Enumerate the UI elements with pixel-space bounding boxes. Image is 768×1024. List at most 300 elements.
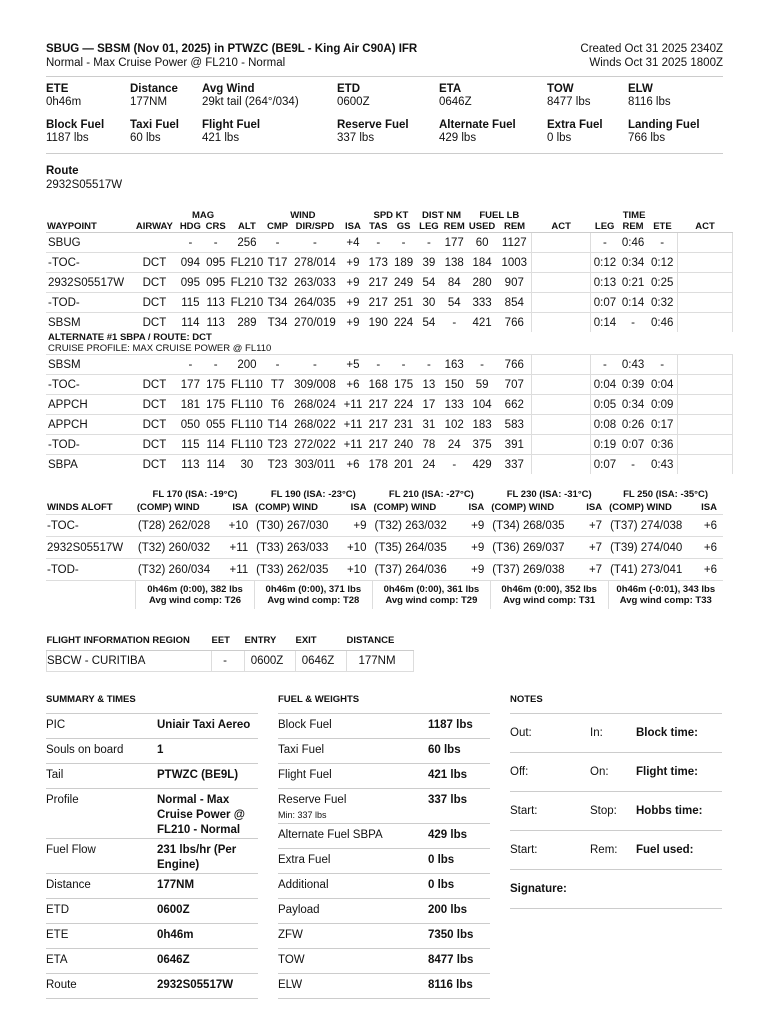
fuel-weights-label: Alternate Fuel SBPA: [278, 829, 383, 841]
summary-row-times: [46, 83, 723, 111]
navlog-cell: FL110: [228, 435, 265, 455]
winds-footer-cell: [372, 581, 490, 610]
header: [46, 42, 723, 70]
group-wind: WIND: [290, 210, 316, 221]
navlog-cell: 0:19: [591, 435, 619, 455]
winds-value: (T32) 263/032: [372, 515, 464, 537]
summary-label: Flight Fuel: [202, 119, 261, 131]
summary-times-row: [46, 949, 258, 974]
navlog-cell: +11: [340, 395, 365, 415]
navlog-cell: 0:05: [591, 395, 619, 415]
fuel-weights-value: 200 lbs: [428, 904, 467, 916]
fuel-weights-row: [278, 899, 490, 924]
navlog-cell: 59: [467, 375, 497, 395]
fir-cell: 0646Z: [296, 651, 347, 672]
navlog-cell: 0:12: [647, 253, 677, 273]
navlog-cell: T23: [265, 435, 289, 455]
navlog-cell: 583: [497, 415, 531, 435]
navlog-cell: 0:21: [619, 273, 647, 293]
navlog-cell: -: [619, 455, 647, 475]
fuel-weights-label: ZFW: [278, 929, 303, 941]
summary-label: Block Fuel: [46, 119, 105, 131]
navlog-cell: 333: [467, 293, 497, 313]
winds-value: (T34) 268/035: [490, 515, 582, 537]
winds-value: (T36) 269/037: [490, 537, 582, 559]
navlog-cell: APPCH: [46, 395, 131, 415]
flight-subtitle: Normal - Max Cruise Power @ FL210 - Normal: [46, 57, 286, 69]
navlog-cell: 0:09: [647, 395, 677, 415]
navlog-row: [46, 253, 733, 273]
fuel-weights-title: FUEL & WEIGHTS: [278, 694, 360, 705]
navlog-cell: DCT: [131, 293, 178, 313]
winds-isa: +11: [228, 559, 255, 581]
navlog-cell: 175: [391, 375, 416, 395]
navlog-cell: -: [647, 355, 677, 375]
navlog-cell: DCT: [131, 273, 178, 293]
winds-isa: +7: [582, 559, 608, 581]
navlog-cell: 113: [178, 455, 203, 475]
navlog-cell: [532, 435, 591, 455]
winds-waypoint: -TOC-: [46, 515, 136, 537]
fir-table: [46, 635, 414, 672]
winds-footer-time: 0h46m (0:00), 352 lbs: [501, 584, 597, 595]
summary-cell: [46, 83, 130, 111]
winds-level: FL 170 (ISA: -19°C): [152, 489, 238, 500]
group-time: TIME: [622, 210, 646, 221]
navlog-cell: -: [391, 355, 416, 375]
fuel-weights-row: [278, 924, 490, 949]
navlog-cell: [678, 313, 733, 333]
winds-footer-comp: Avg wind comp: T31: [503, 595, 596, 606]
column-header: WAYPOINT: [46, 221, 131, 233]
winds-footer-cell: [136, 581, 254, 610]
navlog-cell: -TOD-: [46, 435, 131, 455]
summary-label: ETE: [46, 83, 69, 95]
winds-value: (T35) 264/035: [372, 537, 464, 559]
navlog-cell: 0:07: [591, 293, 619, 313]
summary-cell: [439, 83, 547, 111]
fir-header-cell: FLIGHT INFORMATION REGION: [47, 635, 212, 651]
winds-level-header: [46, 488, 723, 501]
navlog-cell: 240: [391, 435, 416, 455]
navlog-cell: 270/019: [290, 313, 341, 333]
fuel-weights-value: 60 lbs: [428, 744, 461, 756]
navlog-cell: DCT: [131, 415, 178, 435]
fuel-weights-row: [278, 764, 490, 789]
winds-footer-time: 0h46m (0:00), 371 lbs: [265, 584, 362, 595]
summary-times-label: Fuel Flow: [46, 844, 96, 856]
navlog-cell: [532, 233, 591, 253]
winds-value: (T33) 263/033: [254, 537, 346, 559]
navlog-cell: [131, 355, 178, 375]
navlog-cell: 0:34: [619, 253, 647, 273]
summary-times-label: Tail: [46, 769, 64, 781]
winds-isa: +9: [464, 537, 490, 559]
fuel-weights-label-wrap: [278, 793, 428, 823]
winds-spacer: [46, 488, 136, 501]
summary-value: 766 lbs: [628, 132, 666, 144]
summary-label: Taxi Fuel: [130, 119, 179, 131]
fuel-weights-label-wrap: [278, 953, 428, 968]
summary-times-value: 0600Z: [157, 904, 190, 916]
winds-value: (T41) 273/041: [608, 559, 700, 581]
fuel-weights-row: [278, 849, 490, 874]
navlog-cell: 256: [228, 233, 265, 253]
navlog-cell: [532, 253, 591, 273]
column-header: LEG: [591, 221, 619, 233]
navlog-cell: [131, 233, 178, 253]
navlog-cell: [532, 415, 591, 435]
fuel-weights-label-wrap: [278, 978, 428, 993]
winds-footer-cell: [254, 581, 372, 610]
navlog-cell: DCT: [131, 253, 178, 273]
navlog-cell: +11: [340, 435, 365, 455]
navlog-cell: 375: [467, 435, 497, 455]
fuel-weights-value: 0 lbs: [428, 854, 455, 866]
winds-waypoint: 2932S05517W: [46, 537, 136, 559]
winds-sub-wind: (COMP) WIND: [609, 502, 672, 513]
navlog-cell: +11: [340, 415, 365, 435]
navlog-cell: 224: [391, 313, 416, 333]
summary-label: ETA: [439, 83, 462, 95]
group-dist: DIST NM: [422, 210, 462, 221]
summary-times-row: [46, 874, 258, 899]
column-header: TAS: [366, 221, 391, 233]
navlog-cell: 1127: [497, 233, 531, 253]
navlog-cell: 0:12: [591, 253, 619, 273]
summary-cell: [130, 119, 202, 147]
column-header: REM: [497, 221, 531, 233]
navlog-cell: T17: [265, 253, 289, 273]
notes-label-c: Hobbs time:: [636, 805, 703, 817]
navlog-cell: 766: [497, 313, 531, 333]
navlog-cell: 177: [178, 375, 203, 395]
navlog-cell: 54: [442, 293, 467, 313]
navlog-cell: -: [366, 355, 391, 375]
winds-isa: +9: [464, 559, 490, 581]
summary-times-row: [46, 974, 258, 999]
notes-row: [510, 831, 722, 870]
summary-times-label: ETD: [46, 904, 69, 916]
fuel-weights-value: 0 lbs: [428, 879, 455, 891]
summary-times-title: SUMMARY & TIMES: [46, 694, 136, 705]
notes-label-a: Start:: [510, 805, 538, 817]
navlog-cell: -: [178, 233, 203, 253]
navlog-cell: 0:04: [647, 375, 677, 395]
column-header: ACT: [678, 221, 733, 233]
navlog-cell: 39: [416, 253, 441, 273]
winds-footer-time: 0h46m (-0:01), 343 lbs: [616, 584, 716, 595]
navlog-cell: 303/011: [290, 455, 341, 475]
alternate-title: ALTERNATE #1 SBPA / ROUTE: DCT: [48, 332, 212, 343]
fuel-weights-row: [278, 714, 490, 739]
navlog-cell: SBPA: [46, 455, 131, 475]
fuel-weights-label-wrap: [278, 743, 428, 758]
notes-label-b: Stop:: [590, 805, 617, 817]
navlog-cell: 54: [416, 313, 441, 333]
winds-value: (T37) 264/036: [372, 559, 464, 581]
winds-level: FL 250 (ISA: -35°C): [623, 489, 708, 500]
navlog-cell: SBSM: [46, 355, 131, 375]
summary-value: 0 lbs: [547, 132, 572, 144]
fuel-weights-row: [278, 949, 490, 974]
navlog-cell: [532, 375, 591, 395]
navlog-cell: 0:13: [591, 273, 619, 293]
navlog-cell: T7: [265, 375, 289, 395]
notes-section: [510, 694, 722, 999]
summary-times-label: Route: [46, 979, 77, 991]
winds-footer-comp: Avg wind comp: T26: [149, 595, 242, 606]
route-block: [46, 164, 723, 192]
navlog-cell: -: [442, 455, 467, 475]
created-timestamp: Created Oct 31 2025 2340Z: [580, 43, 723, 55]
navlog-cell: FL110: [228, 375, 265, 395]
summary-value: 1187 lbs: [46, 132, 89, 144]
column-header: ALT: [228, 221, 265, 233]
column-header: LEG: [416, 221, 441, 233]
navlog-cell: 263/033: [290, 273, 341, 293]
signature-label: Signature:: [510, 883, 567, 895]
navlog-row: [46, 355, 733, 375]
column-header: REM: [619, 221, 647, 233]
winds-isa: +6: [700, 537, 723, 559]
navlog-cell: 201: [391, 455, 416, 475]
navlog-cell: FL210: [228, 273, 265, 293]
fir-cell: 177NM: [347, 651, 414, 672]
summary-times-label: Distance: [46, 879, 91, 891]
column-header: ISA: [340, 221, 365, 233]
navlog-cell: -: [265, 355, 289, 375]
navlog-cell: -: [442, 313, 467, 333]
fir-header-cell: DISTANCE: [347, 635, 414, 651]
navlog-cell: [678, 455, 733, 475]
navlog-cell: 0:04: [591, 375, 619, 395]
notes-label-c: Fuel used:: [636, 844, 694, 856]
navlog-cell: 184: [467, 253, 497, 273]
navlog-cell: -TOD-: [46, 293, 131, 313]
navlog-cell: -TOC-: [46, 375, 131, 395]
navlog-cell: 095: [178, 273, 203, 293]
notes-label-a: Out:: [510, 727, 532, 739]
navlog-cell: [532, 273, 591, 293]
navlog-cell: 13: [416, 375, 441, 395]
navlog-cell: 0:14: [619, 293, 647, 313]
summary-times-label: ETE: [46, 929, 69, 941]
fir-row: [47, 651, 414, 672]
navlog-cell: -: [391, 233, 416, 253]
summary-cell: [202, 119, 337, 147]
summary-times-value: 2932S05517W: [157, 979, 234, 991]
navlog-cell: 766: [497, 355, 531, 375]
navlog-cell: 30: [416, 293, 441, 313]
navlog-cell: 1003: [497, 253, 531, 273]
summary-value: 0600Z: [337, 96, 370, 108]
navlog-cell: 0:46: [647, 313, 677, 333]
navlog-cell: -: [647, 233, 677, 253]
navlog-cell: 113: [203, 313, 228, 333]
fir-header: [47, 635, 414, 651]
navlog-cell: 78: [416, 435, 441, 455]
navlog-cell: 175: [203, 395, 228, 415]
route-label: Route: [46, 165, 79, 177]
navlog-cell: T32: [265, 273, 289, 293]
navlog-cell: FL210: [228, 293, 265, 313]
navlog-cell: 0:17: [647, 415, 677, 435]
winds-sub-isa: ISA: [468, 502, 485, 513]
navlog-cell: -: [265, 233, 289, 253]
winds-value: (T33) 262/035: [254, 559, 346, 581]
navlog-cell: 289: [228, 313, 265, 333]
navlog-cell: 854: [497, 293, 531, 313]
navlog-cell: 114: [203, 435, 228, 455]
summary-label: Avg Wind: [202, 83, 255, 95]
signature-row: [510, 870, 722, 909]
navlog-cell: 102: [442, 415, 467, 435]
fir-header-cell: EET: [212, 635, 245, 651]
navlog-cell: [532, 293, 591, 313]
navlog-cell: 190: [366, 313, 391, 333]
navlog-cell: 095: [203, 273, 228, 293]
winds-sub-wind: (COMP) WIND: [255, 502, 318, 513]
winds-isa: +10: [228, 515, 255, 537]
winds-level: FL 190 (ISA: -23°C): [270, 489, 356, 500]
winds-sub-isa: ISA: [586, 502, 603, 513]
navlog-cell: 0:14: [591, 313, 619, 333]
column-header: HDG: [178, 221, 203, 233]
fuel-weights-value: 8477 lbs: [428, 954, 474, 966]
summary-label: ELW: [628, 83, 653, 95]
navlog-cell: -TOC-: [46, 253, 131, 273]
navlog-table: [46, 210, 733, 474]
summary-cell: [337, 119, 439, 147]
summary-value: 0h46m: [46, 96, 82, 108]
fuel-weights-value: 7350 lbs: [428, 929, 474, 941]
winds-isa: +9: [464, 515, 490, 537]
summary-cell: [547, 119, 628, 147]
winds-isa: +11: [228, 537, 255, 559]
fuel-weights-row: [278, 824, 490, 849]
summary-cell: [628, 119, 723, 147]
navlog-cell: 707: [497, 375, 531, 395]
fuel-weights-label-wrap: [278, 928, 428, 943]
summary-times-value: Uniair Taxi Aereo: [157, 719, 251, 731]
winds-timestamp: Winds Oct 31 2025 1800Z: [589, 57, 723, 69]
navlog-cell: 050: [178, 415, 203, 435]
winds-sub-wind: (COMP) WIND: [491, 502, 555, 513]
summary-times-value: 177NM: [157, 879, 195, 891]
winds-sub-header: [46, 501, 723, 515]
notes-list: [510, 713, 722, 870]
winds-isa: +9: [346, 515, 373, 537]
winds-value: (T28) 262/028: [136, 515, 228, 537]
navlog-cell: 177: [442, 233, 467, 253]
summary-times-row: [46, 764, 258, 789]
fuel-weights-section: [278, 694, 490, 999]
summary-value: 421 lbs: [202, 132, 240, 144]
navlog-cell: 0:25: [647, 273, 677, 293]
navlog-cell: DCT: [131, 375, 178, 395]
navlog-cell: 115: [178, 435, 203, 455]
navlog-row: [46, 375, 733, 395]
fuel-weights-label-wrap: [278, 853, 428, 868]
navlog-cell: 150: [442, 375, 467, 395]
fuel-weights-value: 337 lbs: [428, 794, 467, 806]
navlog-cell: DCT: [131, 435, 178, 455]
notes-label-b: In:: [590, 727, 603, 739]
winds-footer-comp: Avg wind comp: T29: [385, 595, 478, 606]
winds-footer-cell: [608, 581, 723, 610]
fir-header-cell: ENTRY: [245, 635, 296, 651]
fuel-weights-label: ELW: [278, 979, 303, 991]
navlog-cell: 217: [366, 395, 391, 415]
navlog-cell: [678, 233, 733, 253]
group-mag: MAG: [191, 210, 215, 221]
column-header: USED: [468, 221, 496, 232]
fuel-weights-row: [278, 874, 490, 899]
column-header: REM: [442, 221, 467, 233]
winds-isa: +6: [700, 515, 723, 537]
winds-sub-wind: (COMP) WIND: [136, 502, 200, 513]
navlog-cell: T34: [265, 293, 289, 313]
summary-value: 8477 lbs: [547, 96, 591, 108]
summary-times-label: ETA: [46, 954, 68, 966]
summary-label: TOW: [547, 83, 574, 95]
summary-times-label: Souls on board: [46, 744, 124, 756]
navlog-cell: [532, 455, 591, 475]
navlog-cell: 268/024: [290, 395, 341, 415]
navlog-column-header: [46, 221, 733, 233]
navlog-cell: 24: [442, 435, 467, 455]
navlog-cell: [532, 355, 591, 375]
summary-value: 337 lbs: [337, 132, 375, 144]
navlog-cell: 2932S05517W: [46, 273, 131, 293]
notes-label-a: Off:: [510, 766, 529, 778]
winds-value: (T32) 260/034: [136, 559, 228, 581]
group-spd: SPD KT: [373, 210, 409, 221]
navlog-cell: T6: [265, 395, 289, 415]
navlog-cell: 17: [416, 395, 441, 415]
column-header: AIRWAY: [131, 221, 178, 233]
navlog-cell: +9: [340, 273, 365, 293]
navlog-row: [46, 415, 733, 435]
summary-times-value: 231 lbs/hr (Per Engine): [157, 844, 237, 871]
navlog-cell: FL210: [228, 253, 265, 273]
summary-label: ETD: [337, 83, 360, 95]
navlog-cell: 0:07: [591, 455, 619, 475]
navlog-cell: +9: [340, 313, 365, 333]
fuel-weights-row: [278, 789, 490, 824]
navlog-cell: 138: [442, 253, 467, 273]
summary-times-value: 0h46m: [157, 929, 194, 941]
route-value: 2932S05517W: [46, 179, 123, 191]
summary-times-row: [46, 924, 258, 949]
navlog-cell: -: [416, 233, 441, 253]
fuel-weights-label-wrap: [278, 828, 428, 843]
navlog-cell: 0:43: [619, 355, 647, 375]
navlog-cell: 84: [442, 273, 467, 293]
navlog-cell: 30: [228, 455, 265, 475]
notes-row: [510, 714, 722, 753]
navlog-cell: 133: [442, 395, 467, 415]
navlog-cell: 104: [467, 395, 497, 415]
navlog-cell: 264/035: [290, 293, 341, 313]
navlog-cell: [678, 293, 733, 313]
winds-waypoint: -TOD-: [46, 559, 136, 581]
summary-label: Distance: [130, 83, 178, 95]
summary-times-row: [46, 839, 258, 874]
winds-aloft-table: [46, 488, 723, 609]
navlog-row: [46, 273, 733, 293]
